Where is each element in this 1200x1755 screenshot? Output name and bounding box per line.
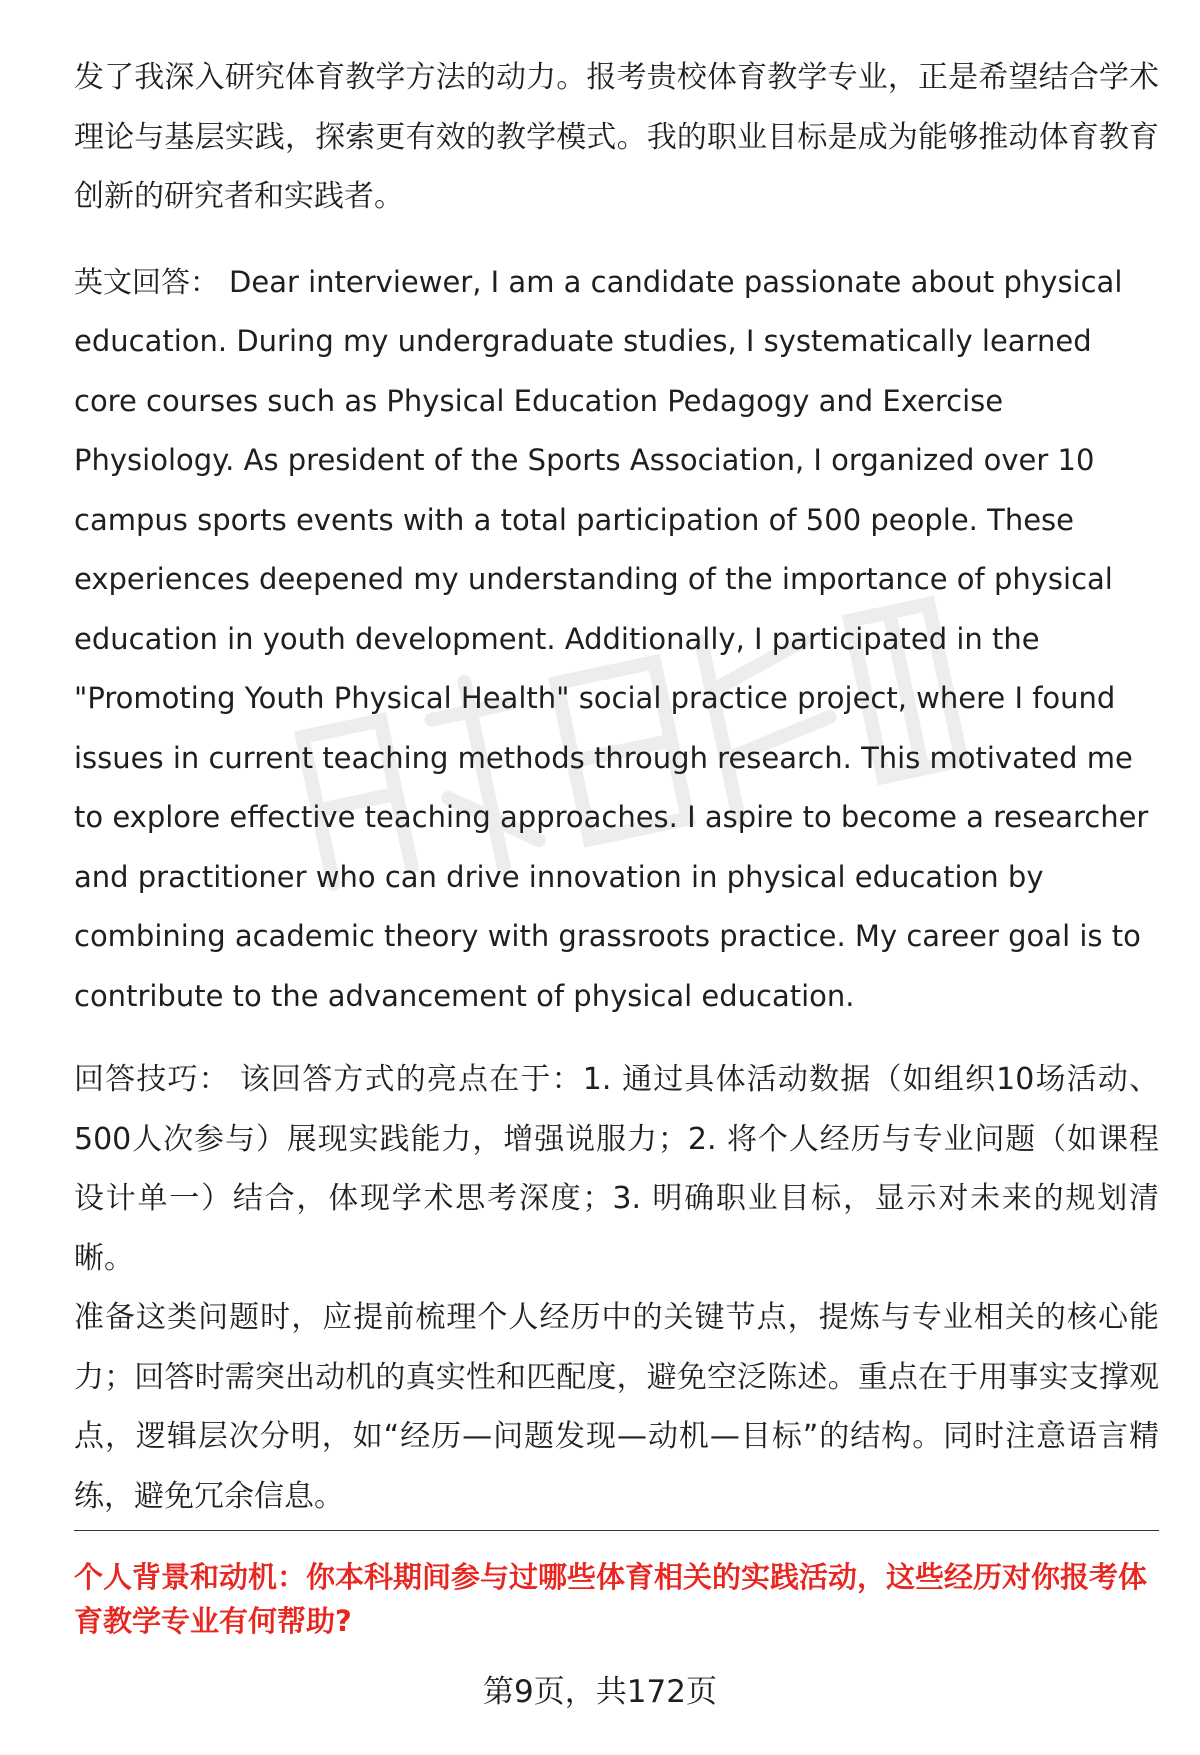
tips-paragraph — [74, 1050, 1159, 1288]
section-divider — [74, 1530, 1159, 1531]
preparation-paragraph: 准备这类问题时，应提前梳理个人经历中的关键节点，提炼与专业相关的核心能力；回答时需突出动机的真实性和匹配度，避免空泛陈述。重点在于用事实支撑观点，逻辑层次分明，如“经历—问题发现—动机—目标”的结构。同时注意语言精练，避免冗余信息。 — [74, 1300, 1159, 1514]
tips-label: 回答技巧： — [74, 1062, 230, 1097]
next-question-heading: 个人背景和动机：你本科期间参与过哪些体育相关的实践活动，这些经历对你报考体育教学专业有何帮助? — [74, 1560, 1148, 1638]
english-answer-text: Dear interviewer, I am a candidate passionate about physical education. During my undergraduate studies, I systematically learned core courses such as Physical Education Pedagogy and Exercise Physiology. As president of the Sports Association, I organized over 10 campus sports events with a total participation of 500 people. These experiences deepened my understanding of the importance of physical education in youth development. Additionally, I participated in the "Promoting Youth Physical Health" social practice project, where I found issues in current teaching methods through research. This motivated me to explore effective teaching approaches. I aspire to become a researcher and practitioner who can drive innovation in physical education by combining academic theory with grassroots practice. My career goal is to contribute to the advancement of physical education. — [74, 264, 1149, 1013]
english-answer-paragraph — [74, 253, 1159, 1027]
document-body — [74, 48, 1159, 1526]
cn-continuation-paragraph: 发了我深入研究体育教学方法的动力。报考贵校体育教学专业，正是希望结合学术理论与基层实践，探索更有效的教学模式。我的职业目标是成为能够推动体育教育创新的研究者和实践者。 — [74, 60, 1159, 214]
english-answer-label: 英文回答： — [74, 264, 220, 299]
page-indicator: 第9页，共172页 — [483, 1674, 717, 1710]
tips-text: 该回答方式的亮点在于：1. 通过具体活动数据（如组织10场活动、500人次参与）展现实践能力，增强说服力；2. 将个人经历与专业问题（如课程设计单一）结合，体现学术思考深度；3. 明确职业目标，显示对未来的规划清晰。 — [74, 1062, 1159, 1276]
